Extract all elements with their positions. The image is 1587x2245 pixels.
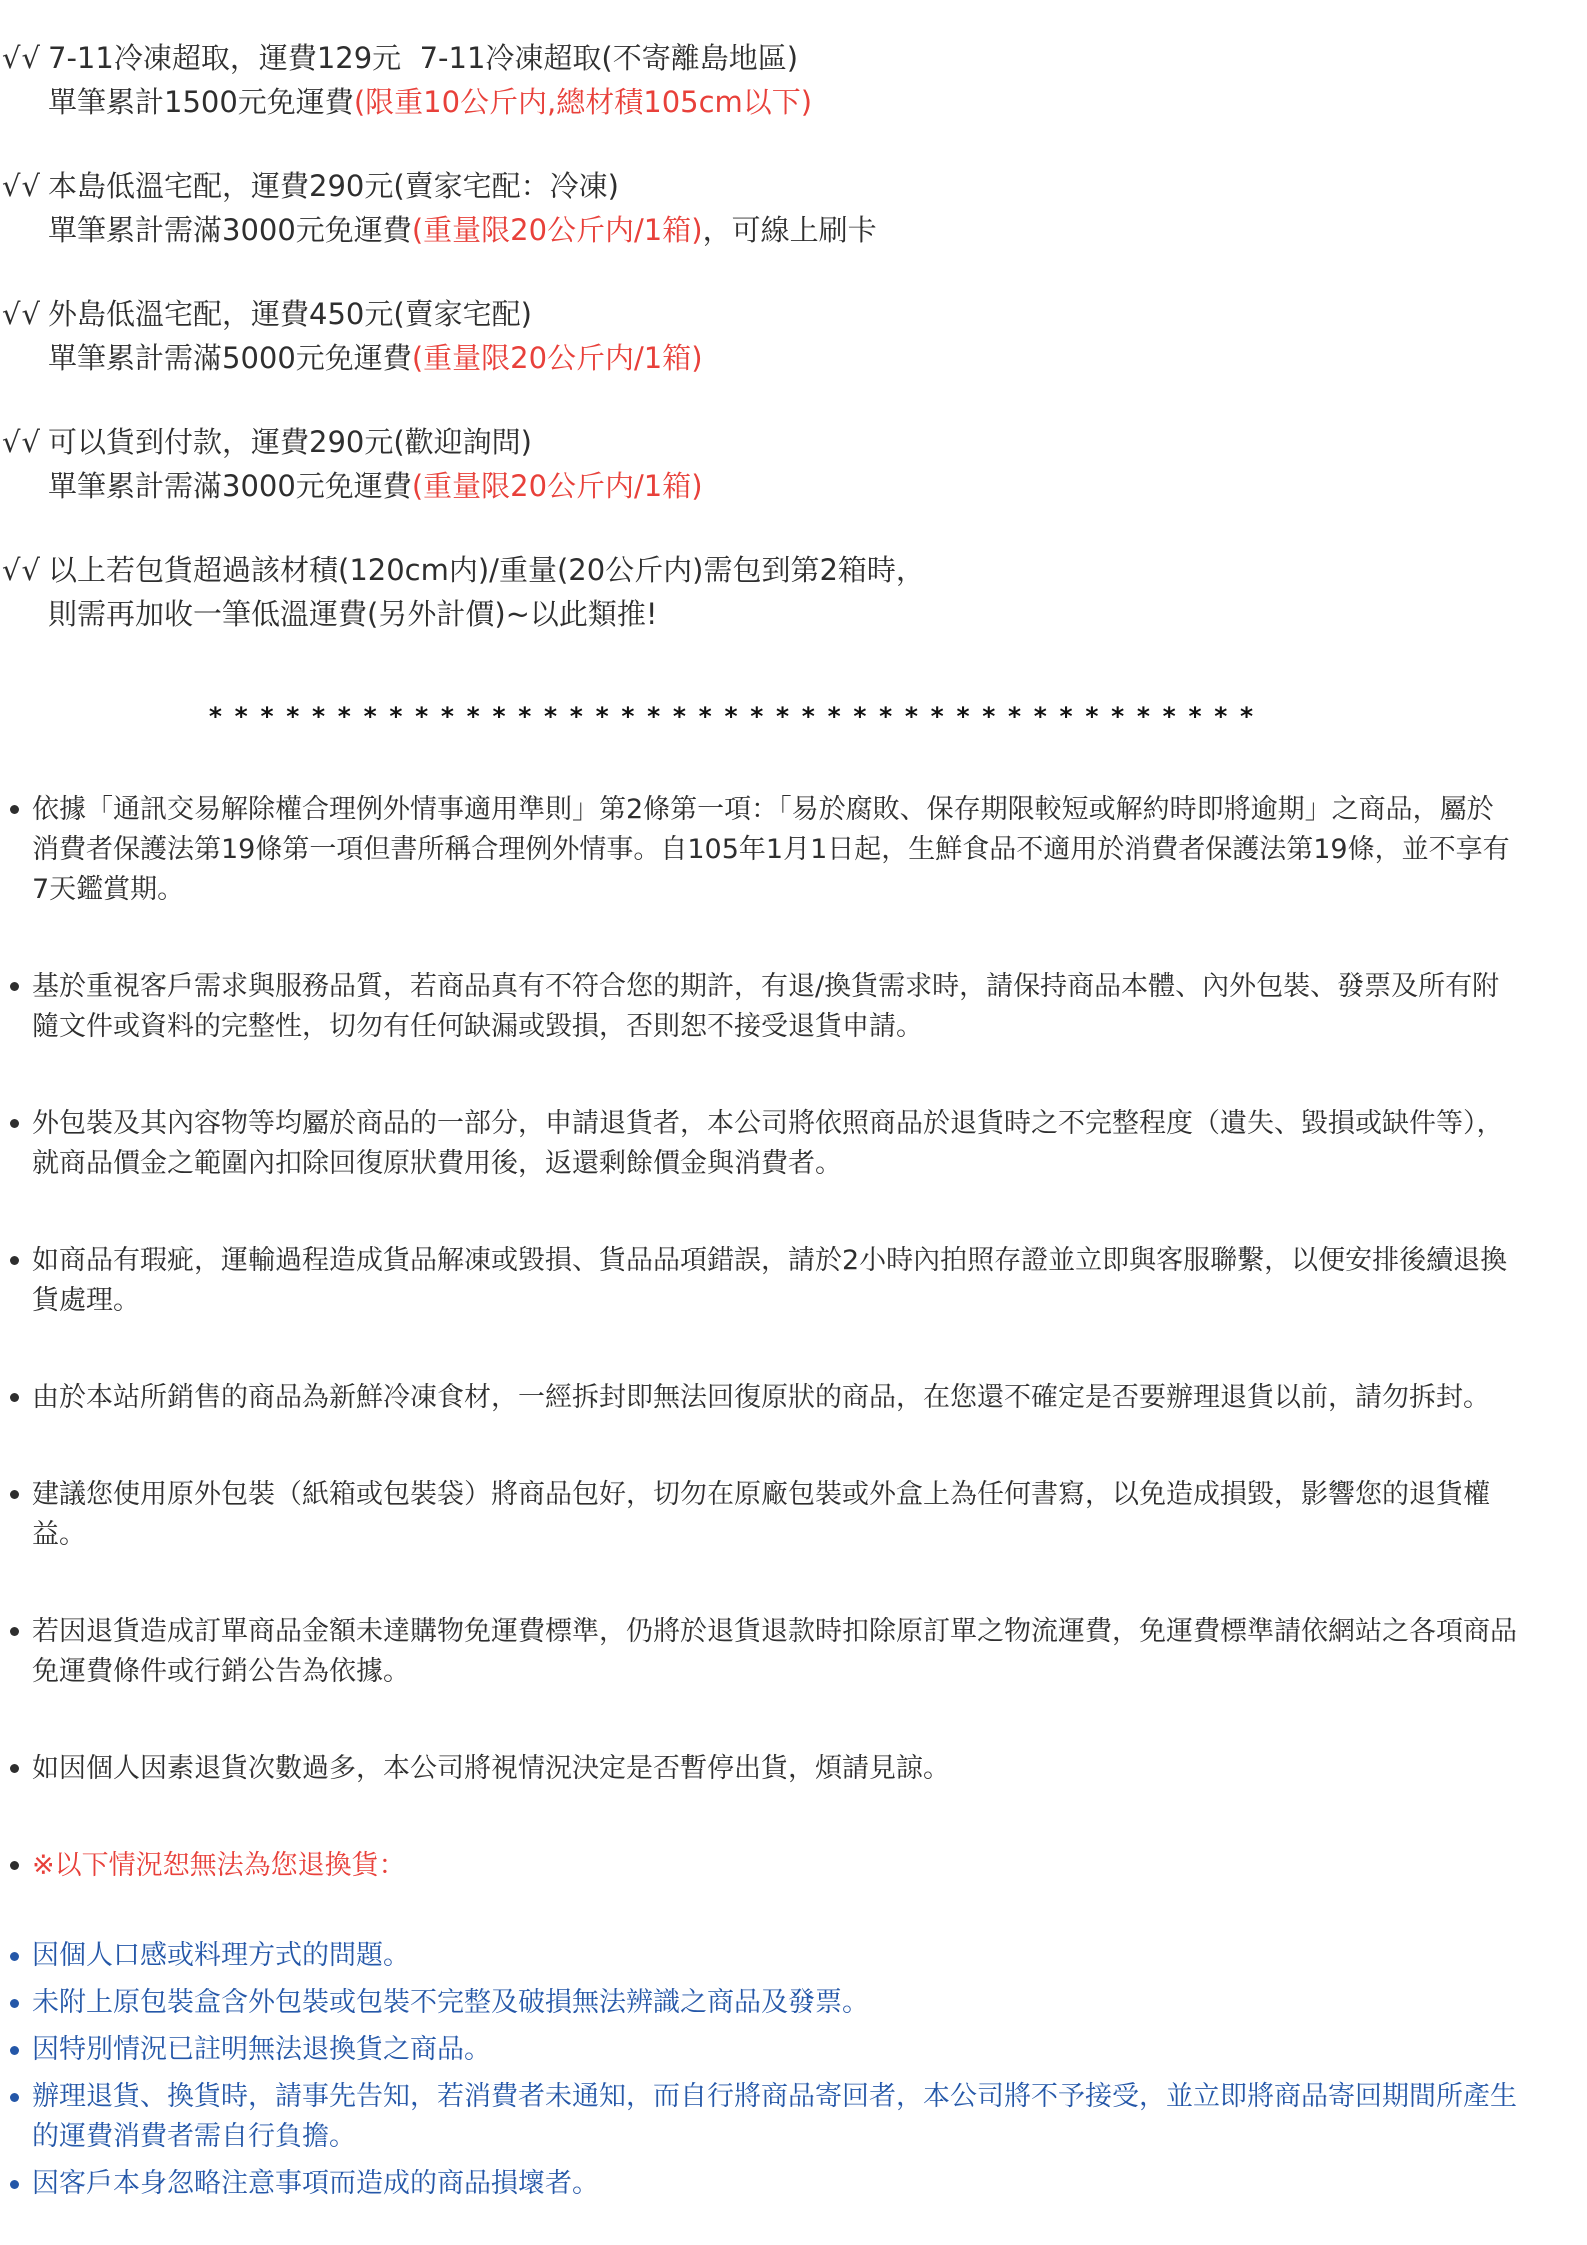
bullet-dot-icon — [10, 2093, 19, 2102]
bullet-dot-icon — [10, 2180, 19, 2189]
shipping-method-text: 本島低溫宅配，運費290元(賣家宅配：冷凍) — [48, 169, 619, 203]
bullet-dot-icon — [10, 1393, 19, 1402]
policy-bullet-text: 如商品有瑕疵，運輸過程造成貨品解凍或毀損、貨品品項錯誤，請於2小時內拍照存證並立即與客服聯繫，以便安排後續退換貨處理。 — [32, 1245, 1508, 1316]
extra-fee-text: 則需再加收一筆低溫運費(另外計價)~以此類推! — [48, 597, 658, 631]
free-shipping-text: 單筆累計需滿3000元免運費 — [48, 213, 412, 247]
no-return-bullet-customer-negligence — [10, 2164, 1520, 2204]
no-return-bullet-text: 因特別情況已註明無法退換貨之商品。 — [32, 2034, 491, 2065]
shipping-line1 — [2, 292, 1545, 336]
limit-note-red: (重量限20公斤内/1箱) — [411, 213, 703, 247]
no-return-bullet-text: 因客戶本身忽略注意事項而造成的商品損壞者。 — [32, 2168, 599, 2199]
shipping-method-text: 外島低溫宅配，運費450元(賣家宅配) — [48, 297, 532, 331]
bullet-dot-icon — [10, 1764, 19, 1773]
bullet-dot-icon — [10, 1490, 19, 1499]
shipping-line1 — [2, 36, 1545, 80]
bullet-dot-icon — [10, 805, 19, 814]
policy-bullet-text: 如因個人因素退貨次數過多，本公司將視情況決定是否暫停出貨，煩請見諒。 — [32, 1753, 950, 1784]
shipping-line2 — [2, 80, 1545, 124]
policy-bullet-text: 依據「通訊交易解除權合理例外情事適用準則」第2條第一項：「易於腐敗、保存期限較短或解約時即將逾期」之商品，屬於消費者保護法第19條第一項但書所稱合理例外情事。自105年1月1日起，生鮮食品不適用於消費者保護法第19條，並不享有7天鑑賞期。 — [32, 794, 1510, 905]
divider-asterisks: * * * * * * * * * * * * * * * * * * * * * * * * * * * * * * * * * * * * * * * * * — [208, 702, 1256, 731]
limit-note-red: (重量限20公斤内/1箱) — [411, 341, 703, 375]
no-return-bullet-text: 辦理退貨、換貨時，請事先告知，若消費者未通知，而自行將商品寄回者，本公司將不予接受，並立即將商品寄回期間所產生的運費消費者需自行負擔。 — [32, 2081, 1517, 2152]
shipping-item-cod — [2, 420, 1545, 508]
shipping-item-711 — [2, 36, 1545, 124]
shipping-line2 — [2, 464, 1545, 508]
no-return-bullet-text: 未附上原包裝盒含外包裝或包裝不完整及破損無法辨識之商品及發票。 — [32, 1987, 869, 2018]
double-check-icon: √√ — [2, 169, 41, 203]
shipping-line2 — [2, 592, 1545, 636]
bullet-dot-icon — [10, 1256, 19, 1265]
double-check-icon: √√ — [2, 553, 41, 587]
policy-bullet-text: 基於重視客戶需求與服務品質，若商品真有不符合您的期許，有退/換貨需求時，請保持商品本體、內外包裝、發票及所有附隨文件或資料的完整性，切勿有任何缺漏或毀損，否則恕不接受退貨申請。 — [32, 971, 1500, 1042]
double-check-icon: √√ — [2, 41, 41, 75]
shipping-line2 — [2, 336, 1545, 380]
policy-bullet-keep-packaging — [10, 967, 1520, 1047]
no-return-bullet-taste — [10, 1936, 1520, 1976]
line2-tail: ，可線上刷卡 — [702, 213, 877, 247]
policy-bullet-text: 建議您使用原外包裝（紙箱或包裝袋）將商品包好，切勿在原廠包裝或外盒上為任何書寫，以免造成損毀，影響您的退貨權益。 — [32, 1479, 1490, 1550]
bullet-dot-icon — [10, 1861, 19, 1870]
no-return-bullet-special-noted — [10, 2030, 1520, 2070]
free-shipping-text: 單筆累計需滿3000元免運費 — [48, 469, 412, 503]
shipping-line1 — [2, 548, 1545, 592]
bullet-dot-icon — [10, 1952, 19, 1961]
limit-note-red: (重量限20公斤内/1箱) — [411, 469, 703, 503]
no-return-list — [10, 1936, 1545, 2204]
return-policy-list — [2, 790, 1545, 2204]
limit-note-red: (限重10公斤内,總材積105cm以下) — [353, 85, 813, 119]
policy-bullet-do-not-open — [10, 1378, 1520, 1418]
shipping-line1 — [2, 164, 1545, 208]
shipping-item-home-delivery — [2, 164, 1545, 252]
policy-bullet-too-many-returns — [10, 1749, 1520, 1789]
policy-bullet-deduction — [10, 1104, 1520, 1184]
shipping-method-text: 以上若包貨超過該材積(120cm内)/重量(20公斤内)需包到第2箱時， — [48, 553, 925, 587]
shipping-method-text: 7-11冷凍超取，運費129元 7-11冷凍超取(不寄離島地區) — [48, 41, 799, 75]
bullet-dot-icon — [10, 1627, 19, 1636]
shipping-item-outer-island — [2, 292, 1545, 380]
policy-bullet-repack-advice — [10, 1475, 1520, 1555]
shipping-line1 — [2, 420, 1545, 464]
bullet-dot-icon — [10, 1999, 19, 2008]
policy-bullet-text: 外包裝及其內容物等均屬於商品的一部分，申請退貨者，本公司將依照商品於退貨時之不完整程度（遺失、毀損或缺件等），就商品價金之範圍內扣除回復原狀費用後，返還剩餘價金與消費者。 — [32, 1108, 1504, 1179]
no-return-bullet-text: 因個人口感或料理方式的問題。 — [32, 1940, 410, 1971]
bullet-dot-icon — [10, 2046, 19, 2055]
no-return-bullet-notify-first — [10, 2077, 1520, 2157]
policy-bullet-freight-deduction — [10, 1612, 1520, 1692]
policy-bullet-defect-2hours — [10, 1241, 1520, 1321]
no-return-bullet-missing-packaging — [10, 1983, 1520, 2023]
free-shipping-text: 單筆累計1500元免運費 — [48, 85, 354, 119]
shipping-line2 — [2, 208, 1545, 252]
policy-bullet-legal-basis — [10, 790, 1520, 910]
bullet-dot-icon — [10, 1119, 19, 1128]
policy-bullet-text: 由於本站所銷售的商品為新鮮冷凍食材，一經拆封即無法回復原狀的商品，在您還不確定是否要辦理退貨以前，請勿拆封。 — [32, 1382, 1490, 1413]
no-return-heading-text: ※以下情況恕無法為您退換貨： — [32, 1850, 406, 1881]
policy-bullet-text: 若因退貨造成訂單商品金額未達購物免運費標準，仍將於退貨退款時扣除原訂單之物流運費，免運費標準請依網站之各項商品免運費條件或行銷公告為依據。 — [32, 1616, 1517, 1687]
double-check-icon: √√ — [2, 425, 41, 459]
no-return-heading — [10, 1846, 1520, 1886]
shipping-item-oversize-note — [2, 548, 1545, 636]
shipping-method-text: 可以貨到付款，運費290元(歡迎詢問) — [48, 425, 532, 459]
double-check-icon: √√ — [2, 297, 41, 331]
free-shipping-text: 單筆累計需滿5000元免運費 — [48, 341, 412, 375]
bullet-dot-icon — [10, 982, 19, 991]
